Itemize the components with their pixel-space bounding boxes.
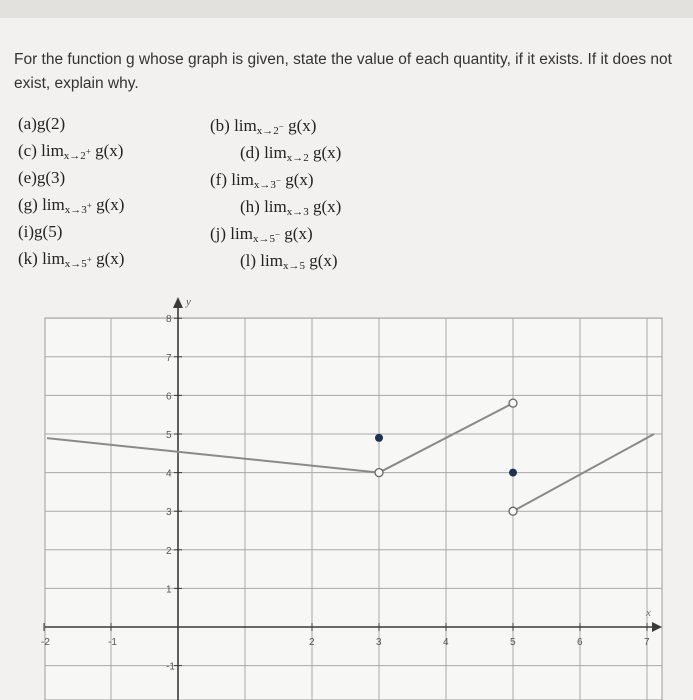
y-tick-label: 2	[166, 545, 172, 557]
question-e: (e)g(3)	[18, 168, 66, 187]
x-axis-label: x	[646, 607, 651, 619]
question-b: (b) $\lim_{x\to 2^-} g(x)$	[210, 116, 317, 137]
question-i: (i)g(5)	[18, 222, 63, 241]
question-g: (g) $\lim_{x\to 3^+} g(x)$	[18, 195, 125, 216]
y-tick-label: 7	[166, 352, 172, 364]
question-f: (f) $\lim_{x\to 3^-} g(x)$	[210, 170, 314, 191]
y-tick-label: 6	[166, 391, 172, 403]
problem-statement: For the function g whose graph is given, state the value of each quantity, if it exists. If it does not exist, explain why.	[14, 51, 672, 92]
question-l: (l) $\lim_{x\to 5} g(x)$	[240, 251, 338, 272]
y-tick-label: 8	[166, 314, 172, 326]
x-tick-label: 2	[309, 637, 315, 648]
x-tick-label: 6	[577, 637, 583, 648]
x-tick-label: 3	[376, 637, 382, 648]
y-axis-label: y	[186, 296, 191, 308]
question-k: (k) $\lim_{x\to 5^+} g(x)$	[18, 249, 125, 270]
question-c: (c) $\lim_{x\to 2^+} g(x)$	[18, 141, 124, 162]
y-tick-label: 5	[166, 430, 172, 441]
x-tick-label: 5	[510, 637, 516, 648]
y-tick-label: 1	[166, 584, 172, 596]
y-axis-arrow	[173, 297, 183, 308]
y-tick-label: -1	[166, 661, 175, 673]
y-tick-label: 4	[166, 468, 172, 480]
y-tick-label: 3	[166, 507, 172, 519]
x-tick-label: 7	[644, 637, 650, 648]
closed-point-5-4	[509, 469, 517, 477]
question-j: (j) $\lim_{x\to 5^-} g(x)$	[210, 224, 313, 245]
open-point-3-4	[375, 469, 383, 477]
question-h: (h) $\lim_{x\to 3} g(x)$	[240, 197, 342, 218]
closed-point-3-4.9	[375, 434, 383, 442]
x-tick-label: 4	[443, 637, 449, 648]
question-a: (a)g(2)	[18, 114, 66, 133]
x-tick-label: -1	[108, 637, 117, 648]
open-point-5-3	[509, 507, 517, 515]
grid-background	[45, 318, 662, 700]
x-tick-label: -2	[41, 637, 50, 648]
open-point-5-5.8	[509, 399, 517, 407]
question-d: (d) $\lim_{x\to 2} g(x)$	[240, 143, 342, 164]
